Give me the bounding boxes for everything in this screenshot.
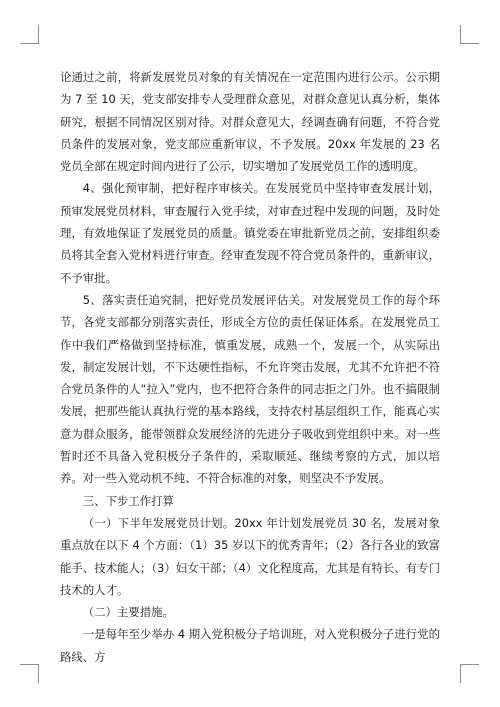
crop-mark-bottom-right [460, 664, 479, 683]
paragraph-publicity: 论通过之前，将新发展党员对象的有关情况在一定范围内进行公示。公示期为 7 至 10 天，党支部安排专人受理群众意见，对群众意见认真分析，集体研究，根据不同情况区别对待。对群众意见大，经调查确有问题，不符合党员条件的发展对象，党支部应重新审议，不予发展。20xx 年发展的 23 名党员全部在规定时间内进行了公示，切实增加了发展党员工作的透明度。 [60, 70, 440, 174]
crop-mark-bottom-left [20, 664, 39, 683]
crop-mark-top-left [20, 25, 39, 44]
document-body [60, 66, 440, 668]
section-heading-next-plan: 三、下步工作打算 [82, 493, 174, 508]
paragraph-accountability: 5、落实责任追究制，把好党员发展评估关。对发展党员工作的每个环节，各党支部都分别落实责任，形成全方位的责任保证体系。在发展党员工作中我们严格做到坚持标准，慎重发展，成熟一个，发展一个，从实际出发，制定发展计划，不下达硬性指标，不允许突击发展，尤其不允许把不符合党员条件的人“拉入”党内，也不把符合条件的同志拒之门外。也不搞限制发展，把那些能认真执行党的基本路线，支持农村基层组织工作，能真心实意为群众服务，能带领群众发展经济的先进分子吸收到党组织中来。对一些暂时还不具备入党积极分子条件的，采取顺延、继续考察的方式，加以培养。对一些入党动机不纯、不符合标准的对象，则坚决不予发展。 [60, 292, 440, 486]
subheading-main-measures: （二）主要措施。 [82, 605, 174, 620]
paragraph-pre-review: 4、强化预审制，把好程序审核关。在发展党员中坚持审查发展计划，预审发展党员材料，审查履行入党手续，对审查过程中发现的问题，及时处理，有效地保证了发展党员的质量。镇党委在审批新党员之前，安排组织委员将其全套入党材料进行审查。经审查发现不符合党员条件的，重新审议，不予审批。 [60, 181, 440, 285]
paragraph-recruitment-plan: （一）下半年发展党员计划。20xx 年计划发展党员 30 名，发展对象重点放在以下 4 个方面：（1）35 岁以下的优秀青年；（2）各行各业的致富能手、技术能人；（3）妇女干部；（4）文化程度高，尤其是有特长、有专门技术的人才。 [60, 515, 440, 597]
paragraph-training: 一是每年至少举办 4 期入党积极分子培训班，对入党积极分子进行党的路线、方 [60, 627, 440, 664]
crop-mark-top-right [460, 25, 479, 44]
